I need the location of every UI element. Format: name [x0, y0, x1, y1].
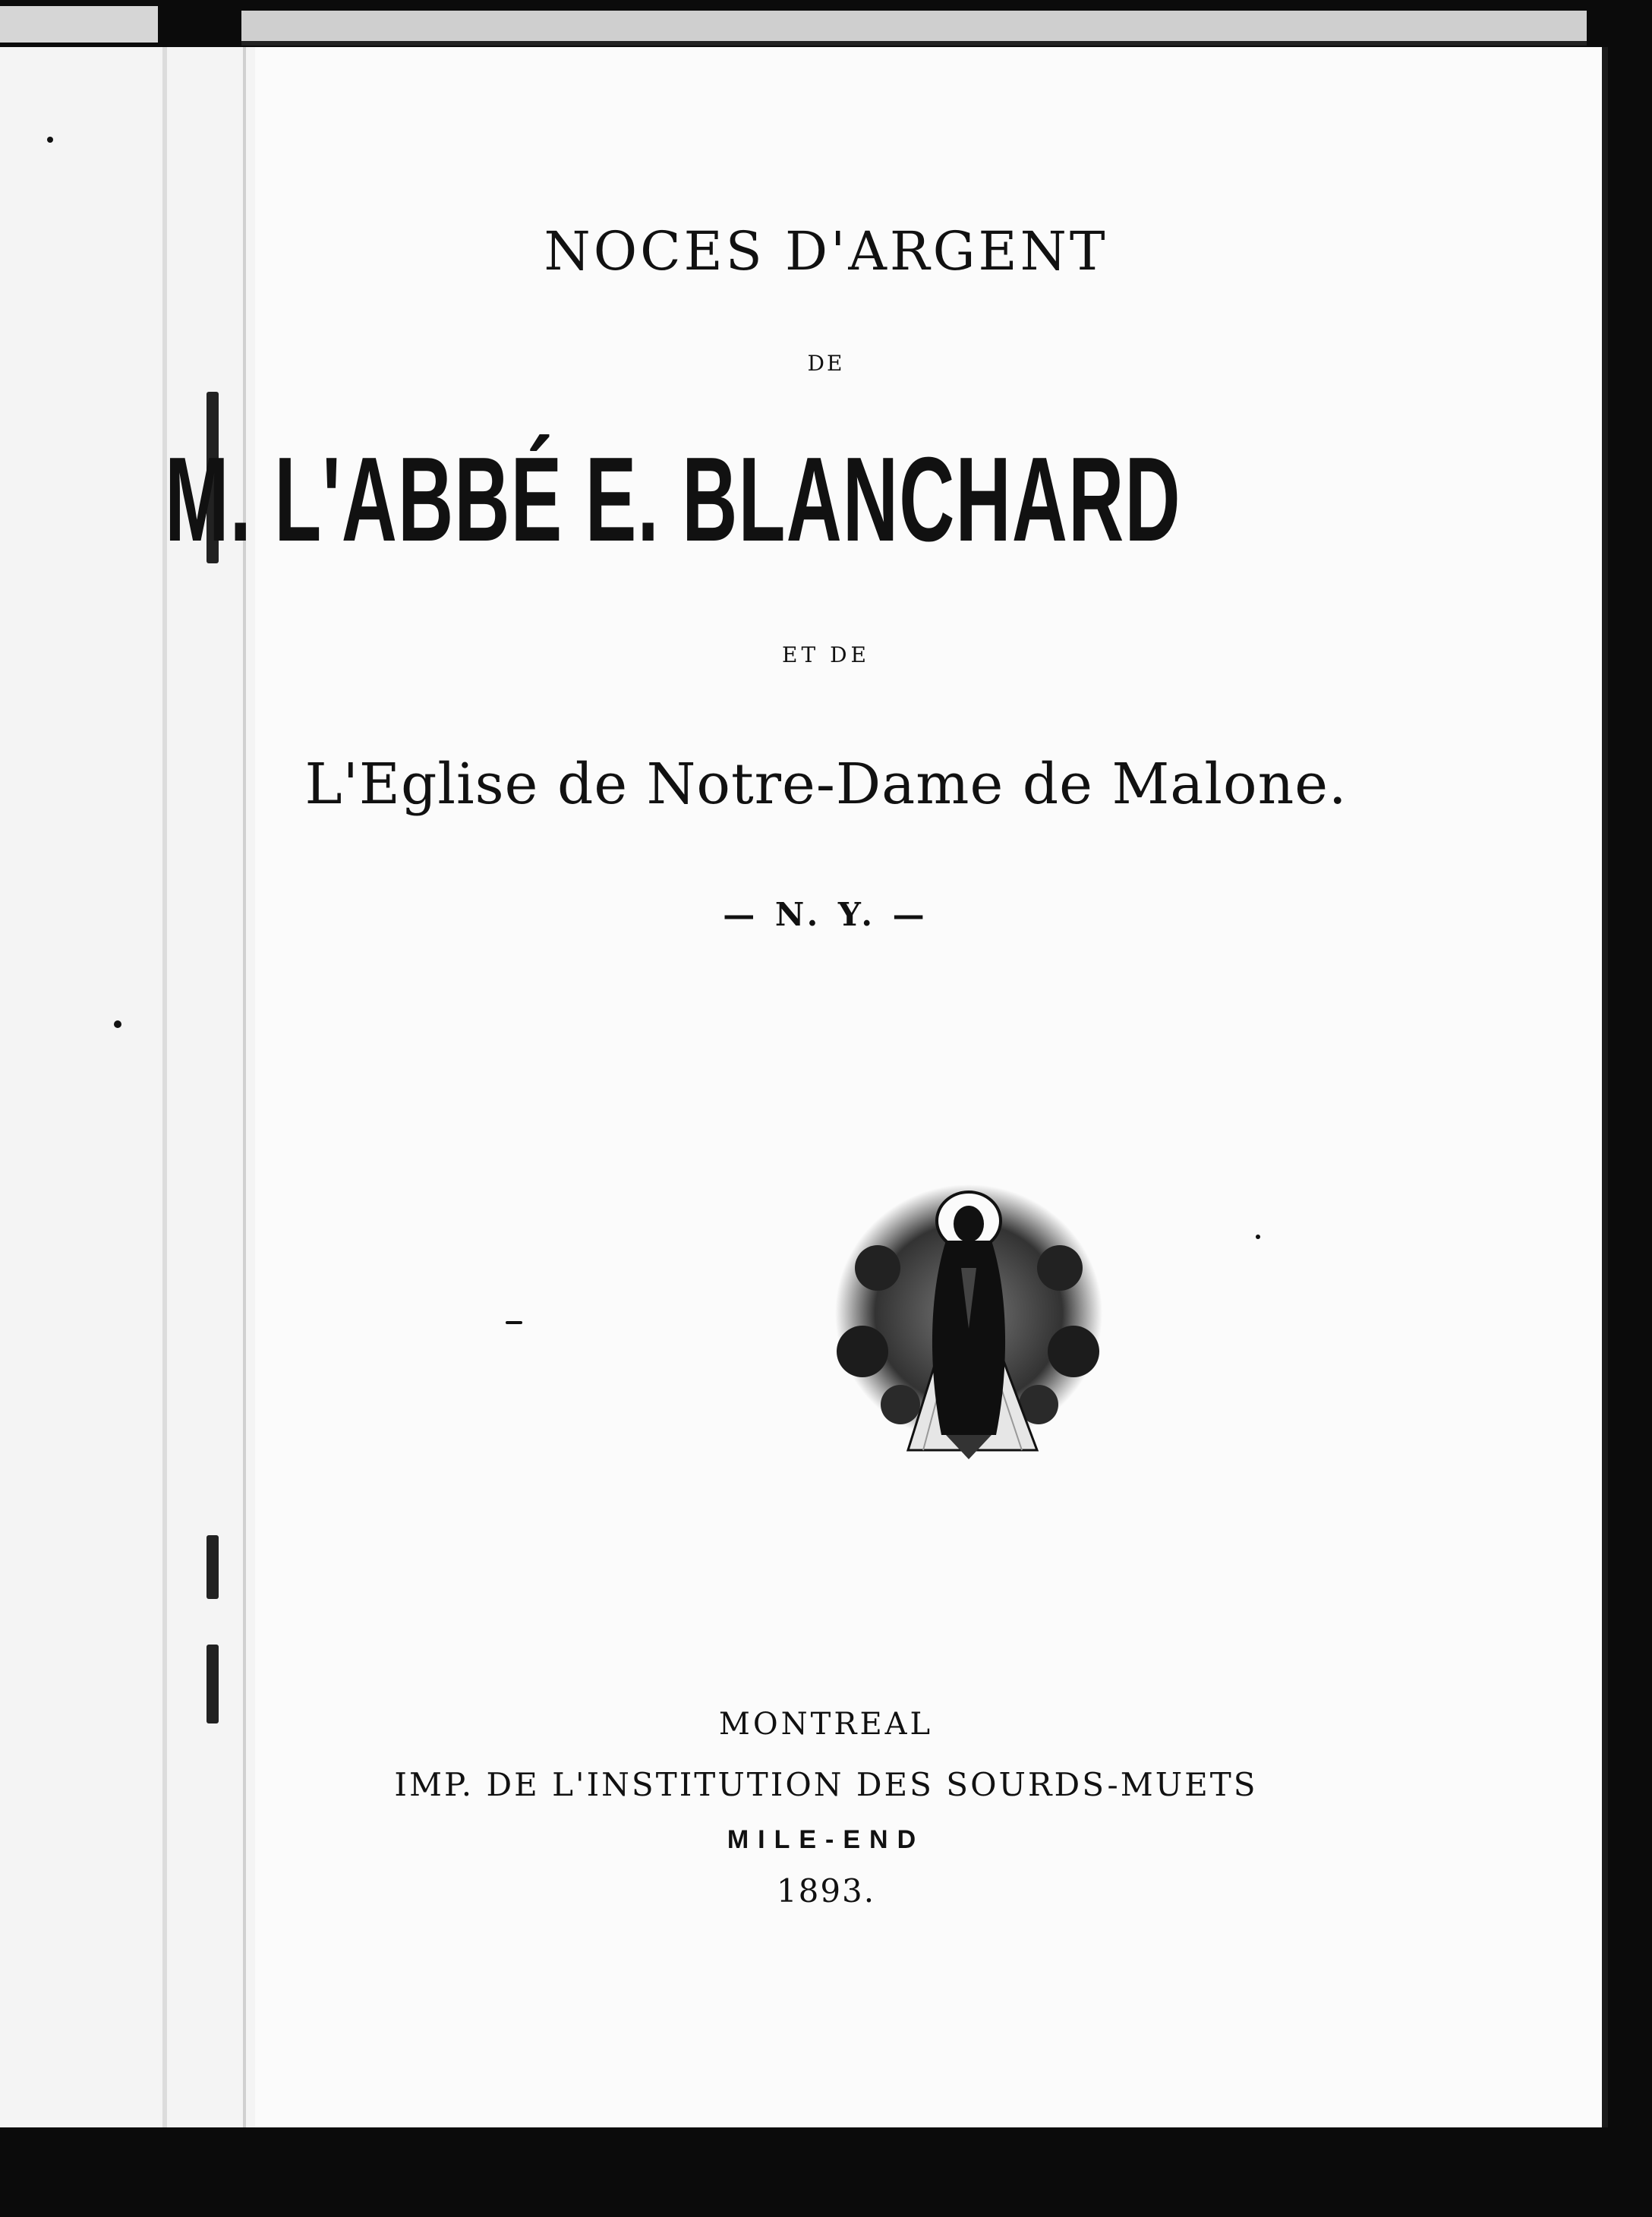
- honoree-name: M. L'ABBÉ E. BLANCHARD: [165, 433, 1181, 566]
- scan-speck: [114, 1020, 121, 1028]
- top-left-margin: [0, 6, 158, 43]
- title-heading: NOCES D'ARGENT: [544, 220, 1108, 282]
- imprint-district: MILE-END: [727, 1825, 925, 1854]
- imprint-printer: IMP. DE L'INSTITUTION DES SOURDS-MUETS: [394, 1766, 1258, 1803]
- top-scan-border: [0, 0, 1652, 47]
- scan-speck: [506, 1321, 522, 1324]
- church-name: L'Eglise de Notre-Dame de Malone.: [304, 752, 1348, 817]
- scan-speck: [47, 137, 53, 143]
- scan-speck: [1256, 1235, 1260, 1239]
- binding-clip-bottom: [206, 1535, 219, 1599]
- title-connector-de: DE: [807, 351, 845, 376]
- imprint-year: 1893.: [776, 1872, 876, 1910]
- madonna-with-halo-icon: [832, 1177, 1105, 1465]
- top-page-edge: [241, 11, 1587, 46]
- location-label: — N. Y. —: [723, 896, 929, 933]
- bottom-scan-border: [0, 2127, 1652, 2217]
- imprint-city: MONTREAL: [718, 1707, 934, 1742]
- title-connector-et-de: ET DE: [782, 642, 870, 667]
